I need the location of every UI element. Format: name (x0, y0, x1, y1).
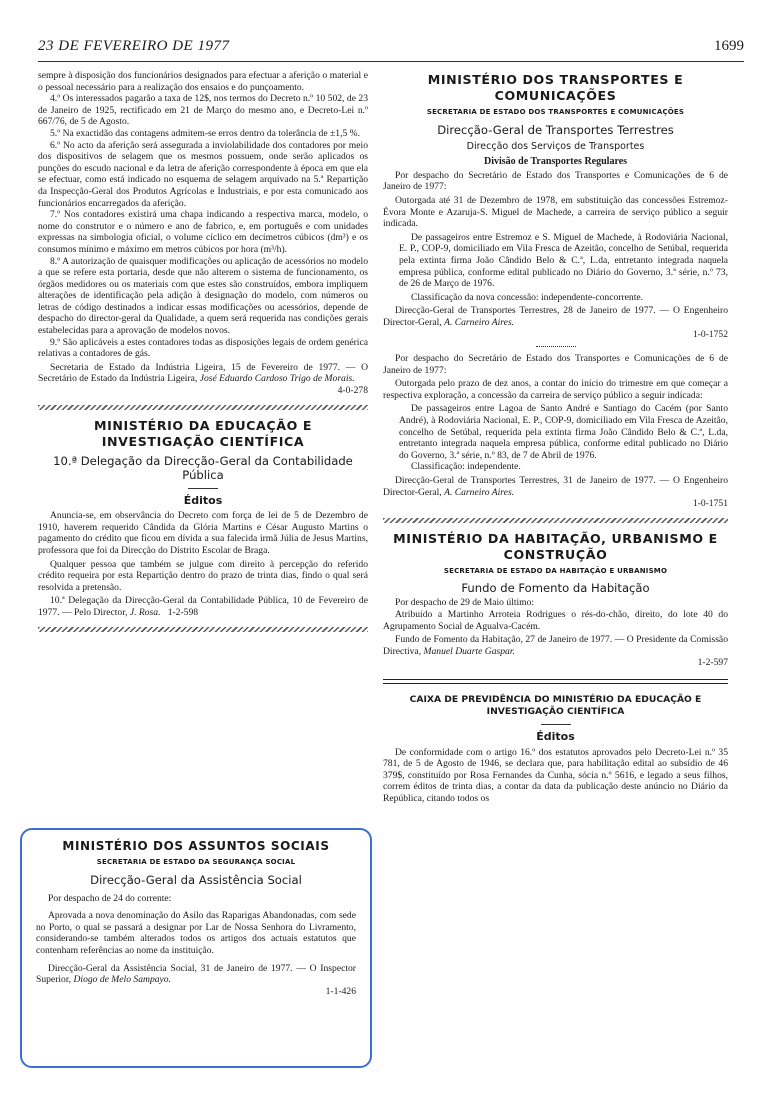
delegacao-heading: 10.ª Delegação da Direcção-Geral da Contabilidade Pública (53, 453, 353, 482)
classificacao-2: Classificação: independente. (411, 461, 521, 473)
editos-heading: Éditos (183, 493, 223, 507)
paragraph-9: 9.º São aplicáveis a estes contadores todas as disposições legais de ordem genérica relativas a contadores de gás. (38, 336, 368, 360)
secretaria-heading: SECRETARIA DE ESTADO DA SEGURANÇA SOCIAL (96, 858, 296, 866)
paragraph-8: 8.º A autorização de quaisquer modificações ou aplicação de acessórios no modelo a que se refere esta portaria, desde que não alterem o sistema de funcionamento, os órgãos medidores ou os materiais com que estes são construídos, embora impliquem alterações de identificação pela adição à designação do modelo, com números ou letras de código destinados a indicar essas modificações ou acessórios, depende de despacho do director-geral da Qualidade, a quem será requerida nas condições gerais estabelecidas para a aprovação de modelos novos. (38, 255, 368, 337)
signature-transportes-2: Direcção-Geral de Transportes Terrestres, 31 de Janeiro de 1977. — O Engenheiro Director-Geral, A. Carneiro Aires. (383, 475, 728, 498)
paragraph-aprovada: Aprovada a nova denominação do Asilo das Raparigas Abandonadas, com sede no Porto, o qual se passará a designar por Lar de Nossa Senhora do Livramento, considerando-se também alterados todos os artigos dos actuais estatutos que contenham referências ao nome da instituição. (36, 910, 356, 956)
right-column (383, 70, 728, 805)
page-number: 1699 (714, 38, 744, 54)
caixa-title: CAIXA DE PREVIDÊNCIA DO MINISTÉRIO DA EDUCAÇÃO E INVESTIGAÇÃO CIENTÍFICA (409, 693, 702, 717)
section-divider (383, 518, 728, 523)
paragraph-conformidade: De conformidade com o artigo 16.º dos estatutos aprovados pelo Decreto-Lei n.º 35 781, de 5 de Agosto de 1946, se declara que, para habilitação edital ao subsídio de 46 379$, constituído por Rosa Fernandes da Cunha, sócia n.º 5616, e legado a seus filhos, correm éditos de trinta dias, a contar da data da publicação deste anúncio no Diário da República, citando todos os (383, 746, 728, 804)
editos-heading: Éditos (536, 729, 575, 743)
double-rule (383, 679, 728, 684)
passageiros-1: De passageiros entre Estremoz e S. Miguel de Machede, à Rodoviária Nacional, E. P., COP-9, domiciliado em Vila Fresca de Azeitão, concelho de Setúbal, requerida pela extinta firma João Cândido Belo & C.ª, L.da, entretanto integrada naquela empresa pública, conforme edital publicado no Diário do Governo, 3.ª série, n.º 73, de 26 de Março de 1976. (399, 231, 728, 290)
reference-number: 1-0-1752 (692, 328, 728, 340)
paragraph-7: 7.º Nos contadores existirá uma chapa indicando a respectiva marca, modelo, o nome do construtor e o número e ano de fabrico, e, em português e com unidades expressas na simbologia oficial, o volume cíclico em decímetros cúbicos (dm³) e os consumos mínimo e máximo em metros cúbicos por hora (m³/h). (38, 209, 368, 255)
reference-number: 1-1-426 (325, 985, 356, 997)
despacho-3: Por despacho de 29 de Maio último: (395, 597, 535, 609)
despacho-line: Por despacho de 24 do corrente: (48, 892, 172, 904)
page-date: 23 DE FEVEREIRO DE 1977 (38, 38, 230, 54)
ministry-title-habitacao: MINISTÉRIO DA HABITAÇÃO, URBANISMO E CONSTRUÇÃO (393, 530, 718, 562)
signature-assistencia: Direcção-Geral da Assistência Social, 31 de Janeiro de 1977. — O Inspector Superior, Diogo de Melo Sampayo. (36, 962, 356, 986)
paragraph-4: 4.º Os interessados pagarão a taxa de 12$, nos termos do Decreto n.º 10 502, de 23 de Janeiro de 1925, rectificado em 21 de Março do mesmo ano, e Decreto-Lei n.º 667/76, de 5 de Agosto. (38, 93, 368, 128)
reference-number: 1-2-597 (697, 657, 728, 669)
outorgada-1: Outorgada até 31 de Dezembro de 1978, em substituição das concessões Estremoz-Évora Monte e Azaruja-S. Miguel de Machede, a carreira de serviço público a seguir indicada. (383, 194, 728, 230)
page-header (38, 38, 744, 58)
signature-habitacao: Fundo de Fomento da Habitação, 27 de Janeiro de 1977. — O Presidente da Comissão Directiva, Manuel Duarte Gaspar. (383, 634, 728, 657)
direccao-servicos-heading: Direcção dos Serviços de Transportes (466, 140, 645, 152)
dotted-rule (536, 346, 576, 347)
ministry-title-educacao: MINISTÉRIO DA EDUCAÇÃO E INVESTIGAÇÃO CIENTÍFICA (93, 417, 313, 449)
divisao-heading: Divisão de Transportes Regulares (483, 156, 628, 168)
highlighted-notice-box[interactable] (20, 828, 372, 1068)
paragraph-atribuido: Atribuído a Martinho Arroteia Rodrigues o rés-do-chão, direito, do lote 40 do Agrupamento Social de Agualva-Cacém. (383, 609, 728, 632)
paragraph-qualquer: Qualquer pessoa que também se julgue com direito à percepção do referido crédito requeira por esta Repartição dentro do prazo de trinta dias, findo o qual será resolvida a pretensão. (38, 558, 368, 593)
outorgada-2: Outorgada pelo prazo de dez anos, a contar do início do trimestre em que começar a respectiva exploração, a concessão da carreira de serviço público a seguir indicada: (383, 378, 728, 401)
reference-number: 4-0-278 (337, 385, 368, 397)
paragraph-6: 6.º No acto da aferição será assegurada a inviolabilidade dos contadores por meio dos dispositivos de selagem que os mesmos possuem, onde serão aplicados os punções do escudo nacional e da letra de aferição correspondente à época em que ela se efectuar, como está indicado no esquema de selagem arquivado na 5.ª Repartição da Inspecção-Geral dos Produtos Agrícolas e Industriais, e por esta comunicado aos funcionários encarregados da aferição. (38, 139, 368, 209)
classificacao-1: Classificação da nova concessão: independente-concorrente. (411, 291, 644, 303)
paragraph-anuncia: Anuncia-se, em observância do Decreto com força de lei de 5 de Dezembro de 1910, haverem requerido Cândida da Glória Martins e César Augusto Martins o pagamento do crédito que ficou em dívida a sua falecida irmã Júlia de Jesus Martins, professora que foi da Direcção do Distrito Escolar de Braga. (38, 510, 368, 556)
fundo-heading: Fundo de Fomento da Habitação (461, 581, 650, 596)
ministry-title-transportes: MINISTÉRIO DOS TRANSPORTES E COMUNICAÇÕES (427, 72, 684, 103)
signature-delegacao: 10.ª Delegação da Direcção-Geral da Contabilidade Pública, 10 de Fevereiro de 1977. — Pelo Director, J. Rosa. 1-2-598 (38, 595, 368, 618)
left-column (38, 70, 368, 640)
ministry-title-assuntos-sociais: MINISTÉRIO DOS ASSUNTOS SOCIAIS (62, 839, 330, 853)
section-divider (38, 405, 368, 410)
paragraph-5: 5.º Na exactidão das contagens admitem-se erros dentro da tolerância de ±1,5 %. (50, 127, 361, 139)
signature-transportes-1: Direcção-Geral de Transportes Terrestres, 28 de Janeiro de 1977. — O Engenheiro Director-Geral, A. Carneiro Aires. (383, 305, 728, 328)
header-rule (38, 61, 744, 62)
section-divider (38, 627, 368, 632)
signature-industria: Secretaria de Estado da Indústria Ligeira, 15 de Fevereiro de 1977. — O Secretário de Estado da Indústria Ligeira, José Eduardo Cardoso Trigo de Morais. (38, 361, 368, 385)
direccao-geral-heading: Direcção-Geral de Transportes Terrestres (437, 122, 674, 137)
short-rule (541, 724, 571, 725)
passageiros-2: De passageiros entre Lagoa de Santo André e Santiago do Cacém (por Santo André), à Rodoviária Nacional, E. P., COP-9, domiciliado em Vila Fresca de Azeitão, concelho de Setúbal, requerida pela extinta firma João Cândido Belo & C.ª, L.da, entretanto integrada naquela empresa pública, conforme edital publicado no Diário do Governo, 3.ª série, n.º 83, de 7 de Abril de 1976. (399, 403, 728, 461)
short-rule (188, 488, 218, 489)
despacho-1: Por despacho do Secretário de Estado dos Transportes e Comunicações de 6 de Janeiro de 1977: (383, 169, 728, 193)
reference-number: 1-0-1751 (692, 498, 728, 510)
direccao-heading: Direcção-Geral da Assistência Social (90, 872, 302, 887)
despacho-2: Por despacho do Secretário de Estado dos Transportes e Comunicações de 6 de Janeiro de 1977: (383, 353, 728, 376)
secretaria-transportes: SECRETARIA DE ESTADO DOS TRANSPORTES E COMUNICAÇÕES (426, 108, 685, 116)
paragraph-intro: sempre à disposição dos funcionários designados para efectuar a aferição o material e o pessoal necessário para a realização dos ensaios e do punçoamento. (38, 70, 368, 93)
secretaria-habitacao: SECRETARIA DE ESTADO DA HABITAÇÃO E URBANISMO (443, 566, 668, 575)
